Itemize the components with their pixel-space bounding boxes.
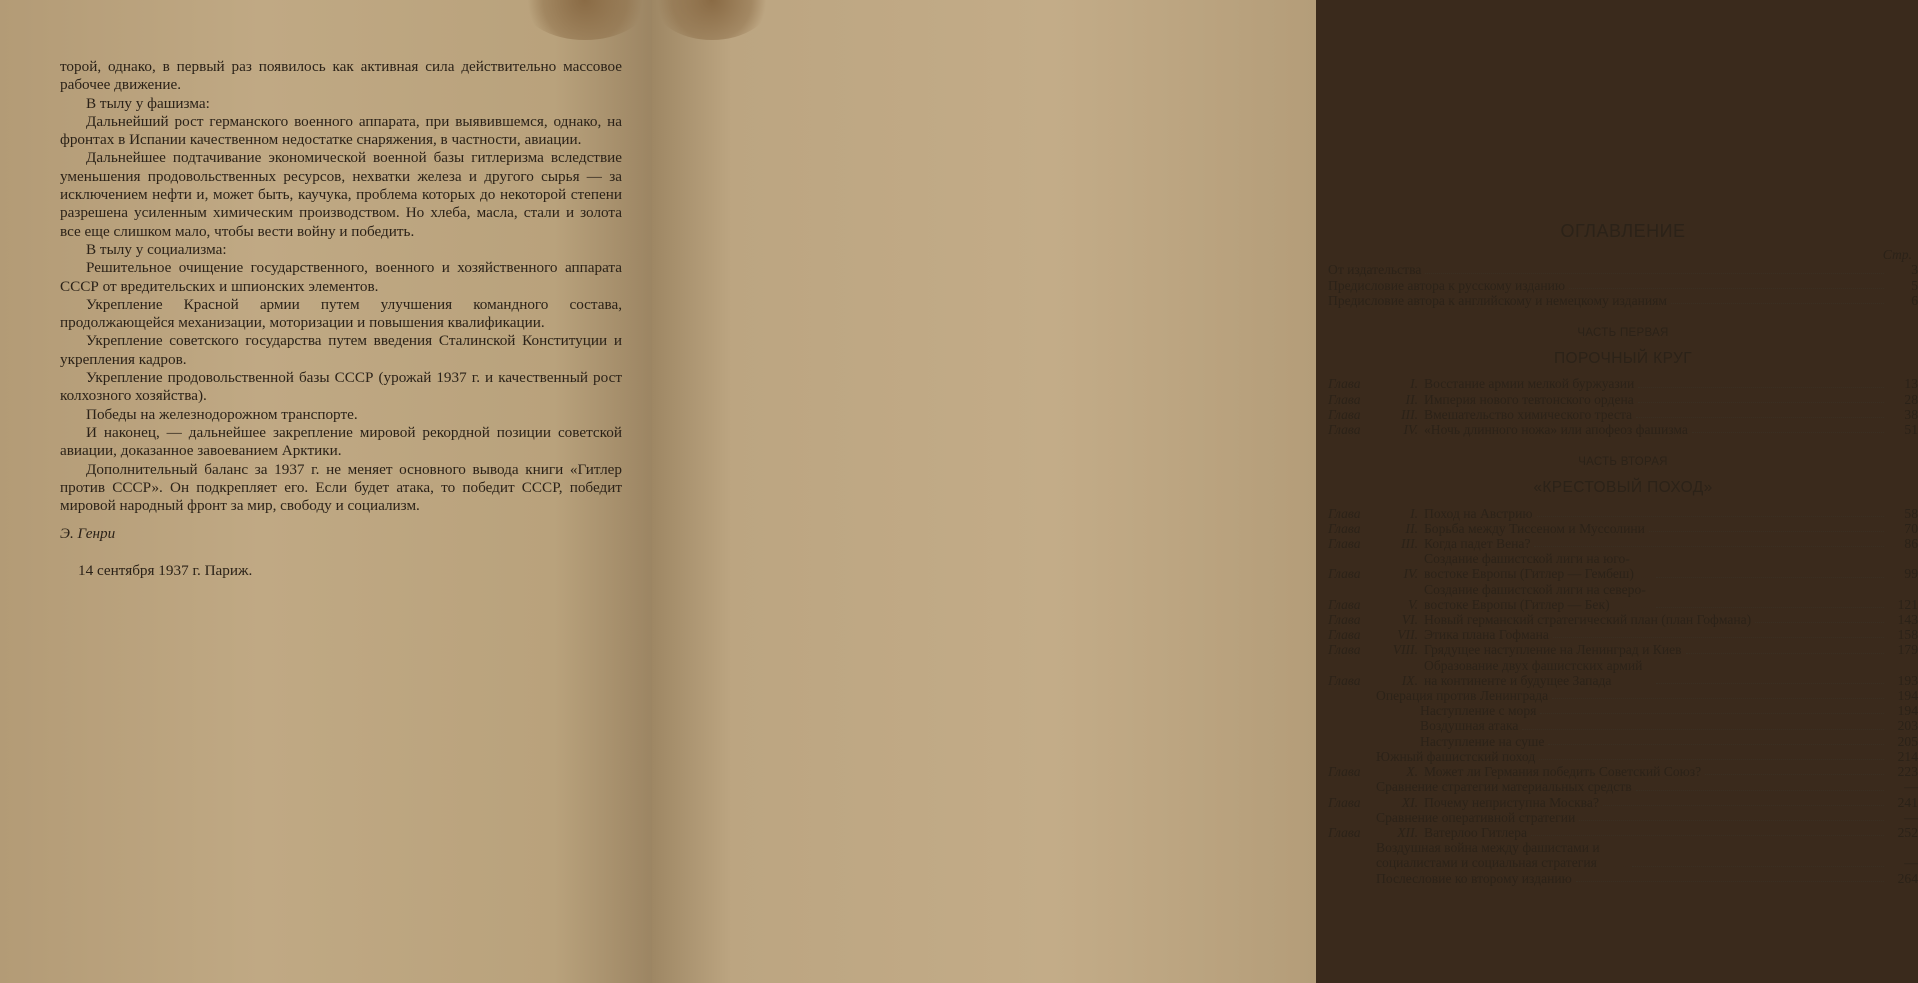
dot-leader	[1755, 622, 1884, 623]
body-paragraph: Укрепление Красной армии путем улучшения командного состава, продолжающейся механизации, моторизации и повышения квалификации.	[60, 295, 622, 332]
chapter-word: Глава	[1328, 672, 1361, 688]
stain-mark	[652, 0, 772, 40]
page-number: 223	[1897, 764, 1918, 780]
body-paragraph: Дополнительный баланс за 1937 г. не меняет основного вывода книги «Гитлер против СССР». Он подкрепляет его. Если будет атака, то победит СССР, победит мировой народный фронт за мир, свободу и социализм.	[60, 460, 622, 515]
date-place-line: 14 сентября 1937 г. Париж.	[78, 561, 253, 579]
dot-leader	[1553, 637, 1884, 638]
chapter-word: Глава	[1328, 520, 1361, 536]
page-number: 193	[1897, 672, 1918, 688]
toc-chapter-entry	[1328, 521, 1918, 536]
page-number: 13	[1904, 376, 1918, 392]
dot-leader	[1540, 713, 1884, 714]
page-number: —	[1904, 809, 1918, 825]
entry-title: Поход на Австрию	[1424, 505, 1533, 521]
page-number: 3	[1911, 262, 1918, 278]
chapter-word: Глава	[1328, 764, 1361, 780]
toc-subentry	[1328, 703, 1918, 718]
entry-title: «Ночь длинного ножа» или апофеоз фашизма	[1424, 422, 1688, 438]
toc-chapter-entry	[1328, 536, 1918, 551]
entry-title: Южный фашистский поход	[1376, 748, 1536, 764]
body-paragraph: Решительное очищение государственного, военного и хозяйственного аппарата СССР от вредительских и шпионских элементов.	[60, 259, 622, 295]
page-number: 6	[1911, 292, 1918, 308]
entry-title: Образование двух фашистских армий на континенте и будущее Запада	[1424, 657, 1643, 688]
chapter-word: Глава	[1328, 391, 1361, 407]
chapter-word: Глава	[1328, 376, 1361, 392]
entry-title: Империя нового тевтонского ордена	[1424, 391, 1634, 407]
body-paragraph: Укрепление советского государства путем введения Сталинской Конституции и укрепления кадров.	[60, 332, 622, 368]
page-number: 205	[1897, 733, 1918, 749]
body-paragraph: Дальнейший рост германского военного аппарата, при выявившемся, однако, на фронтах в Испании качественном недостатке снаряжения, в частности, авиации.	[60, 112, 622, 149]
entry-title: Создание фашистской лиги на северо-востоке Европы (Гитлер — Бек)	[1424, 581, 1646, 612]
page-number: 86	[1904, 536, 1918, 552]
body-paragraph: И наконец, — дальнейшее закрепление мировой рекордной позиции советской авиации, доказанное завоеванием Арктики.	[60, 423, 622, 460]
chapter-number: X.	[1406, 764, 1418, 780]
entry-title: Воздушная война между фашистами и социалистами и социальная стратегия	[1376, 840, 1600, 871]
entry-title: От издательства	[1328, 262, 1422, 278]
chapter-number: I.	[1410, 376, 1418, 392]
toc-chapter-entry	[1328, 825, 1918, 840]
body-paragraph: В тылу у социализма:	[86, 240, 227, 258]
page-number: 203	[1897, 718, 1918, 734]
dot-leader	[1705, 774, 1884, 775]
chapter-number: VII.	[1397, 627, 1418, 643]
page-number: 194	[1897, 703, 1918, 719]
chapter-word: Глава	[1328, 794, 1361, 810]
page-number: 70	[1904, 520, 1918, 536]
toc-chapter-entry	[1328, 642, 1918, 657]
body-paragraph: Укрепление продовольственной базы СССР (урожай 1937 г. и качественный рост колхозного хозяйства).	[60, 369, 622, 405]
page-number: 179	[1897, 642, 1918, 658]
chapter-number: II.	[1405, 520, 1418, 536]
entry-title: Почему неприступна Москва?	[1424, 794, 1599, 810]
part-label: ЧАСТЬ ПЕРВАЯ	[1577, 327, 1669, 340]
dot-leader	[1632, 866, 1884, 867]
dot-leader	[1552, 698, 1884, 699]
chapter-word: Глава	[1328, 406, 1361, 422]
entry-title: Когда падет Вена?	[1424, 536, 1531, 552]
page-number: 241	[1897, 794, 1918, 810]
toc-subentry	[1328, 749, 1918, 764]
dot-leader	[1636, 790, 1884, 791]
entry-title: Создание фашистской лиги на юго-востоке Европы (Гитлер — Гембеш)	[1424, 551, 1634, 582]
dot-leader	[1539, 759, 1884, 760]
chapter-number: IV.	[1403, 566, 1418, 582]
dot-leader	[1649, 531, 1884, 532]
chapter-number: IX.	[1401, 672, 1418, 688]
entry-title: Восстание армии мелкой буржуазии	[1424, 376, 1635, 392]
chapter-number: XII.	[1397, 824, 1418, 840]
toc-subentry	[1328, 871, 1918, 886]
toc-chapter-entry	[1328, 795, 1918, 810]
toc-subentry	[1328, 840, 1918, 870]
toc-front-entry	[1328, 293, 1918, 308]
entry-title: Грядущее наступление на Ленинград и Киев	[1424, 642, 1682, 658]
page-number: 252	[1897, 824, 1918, 840]
part-label: ЧАСТЬ ВТОРАЯ	[1578, 456, 1668, 469]
toc-parts	[1328, 326, 1918, 886]
toc-front-entry	[1328, 278, 1918, 293]
dot-leader	[1531, 835, 1884, 836]
body-paragraph: В тылу у фашизма:	[86, 94, 210, 112]
page-number: —	[1904, 779, 1918, 795]
table-of-contents	[1328, 221, 1918, 886]
page-number: 214	[1897, 748, 1918, 764]
chapter-number: III.	[1401, 406, 1418, 422]
dot-leader	[1576, 881, 1884, 882]
toc-subentry	[1328, 688, 1918, 703]
body-paragraph: торой, однако, в первый раз появилось как активная сила действительно массовое рабочее движение.	[60, 58, 622, 94]
toc-chapter-entry	[1328, 612, 1918, 627]
page-number: 99	[1904, 566, 1918, 582]
page-number: 51	[1904, 422, 1918, 438]
entry-title: Предисловие автора к русскому изданию	[1328, 277, 1566, 293]
dot-leader	[1579, 820, 1884, 821]
page-number: 158	[1897, 627, 1918, 643]
chapter-word: Глава	[1328, 566, 1361, 582]
chapter-word: Глава	[1328, 596, 1361, 612]
dot-leader	[1522, 729, 1884, 730]
page-number: 58	[1904, 505, 1918, 521]
dot-leader	[1656, 683, 1884, 684]
entry-title: Вмешательство химического треста	[1424, 406, 1633, 422]
toc-subentry	[1328, 734, 1918, 749]
author-signature: Э. Генри	[60, 525, 116, 543]
toc-chapter-entry	[1328, 551, 1918, 581]
dot-leader	[1548, 744, 1884, 745]
dot-leader	[1638, 387, 1884, 388]
chapter-number: III.	[1401, 536, 1418, 552]
toc-chapter-entry	[1328, 392, 1918, 407]
left-page-text	[60, 58, 622, 580]
dot-leader	[1638, 402, 1884, 403]
chapter-number: XI.	[1401, 794, 1418, 810]
right-page	[652, 0, 1918, 983]
dot-leader	[1692, 432, 1884, 433]
toc-chapter-entry	[1328, 376, 1918, 391]
page-number: 264	[1897, 870, 1918, 886]
entry-title: Сравнение оперативной стратегии	[1376, 809, 1576, 825]
entry-title: Наступление с моря	[1420, 703, 1537, 719]
entry-title: Сравнение стратегии материальных средств	[1376, 779, 1632, 795]
chapter-word: Глава	[1328, 422, 1361, 438]
toc-chapter-entry	[1328, 582, 1918, 612]
toc-subentry	[1328, 779, 1918, 794]
chapter-number: VIII.	[1392, 642, 1418, 658]
dot-leader	[1656, 577, 1884, 578]
entry-title: Операция против Ленинграда	[1376, 688, 1549, 704]
page-number: 5	[1911, 277, 1918, 293]
entry-title: Воздушная атака	[1420, 718, 1519, 734]
chapter-number: V.	[1408, 596, 1418, 612]
stain-mark	[520, 0, 650, 40]
entry-title: Послесловие ко второму изданию	[1376, 870, 1572, 886]
dot-leader	[1537, 516, 1884, 517]
page-number: —	[1904, 855, 1918, 871]
page-number: 121	[1897, 596, 1918, 612]
toc-chapter-entry	[1328, 658, 1918, 688]
dot-leader	[1534, 546, 1884, 547]
dot-leader	[1686, 653, 1884, 654]
body-paragraph: Дальнейшее подтачивание экономической военной базы гитлеризма вследствие уменьшения продовольственных ресурсов, нехватки железа и другого сырья — за исключением нефти и, может быть, каучука, проблема которых до некоторой степени разрешена усиленным химическим производством. Но хлеба, масла, стали и золота все еще слишком мало, чтобы вести войну и победить.	[60, 149, 622, 240]
entry-title: Борьба между Тиссеном и Муссолини	[1424, 520, 1645, 536]
toc-chapter-entry	[1328, 627, 1918, 642]
entry-title: Этика плана Гофмана	[1424, 627, 1549, 643]
entry-title: Может ли Германия победить Советский Союз?	[1424, 764, 1702, 780]
part-title: ПОРОЧНЫЙ КРУГ	[1553, 350, 1693, 368]
entry-title: Ватерлоо Гитлера	[1424, 824, 1527, 840]
page-number: 143	[1897, 612, 1918, 628]
chapter-number: VI.	[1401, 612, 1418, 628]
chapter-number: I.	[1410, 505, 1418, 521]
dot-leader	[1569, 288, 1884, 289]
entry-title: Наступление на суше	[1420, 733, 1545, 749]
chapter-word: Глава	[1328, 627, 1361, 643]
chapter-word: Глава	[1328, 505, 1361, 521]
toc-front-entry	[1328, 262, 1918, 277]
chapter-word: Глава	[1328, 612, 1361, 628]
chapter-number: IV.	[1403, 422, 1418, 438]
entry-title: Предисловие автора к английскому и немецкому изданиям	[1328, 292, 1668, 308]
chapter-word: Глава	[1328, 824, 1361, 840]
front-matter-list	[1328, 262, 1918, 308]
toc-subentry	[1328, 718, 1918, 733]
page-number: 38	[1904, 406, 1918, 422]
toc-chapter-entry	[1328, 764, 1918, 779]
chapter-word: Глава	[1328, 642, 1361, 658]
page-number: 194	[1897, 688, 1918, 704]
dot-leader	[1636, 417, 1884, 418]
toc-subentry	[1328, 810, 1918, 825]
dot-leader	[1656, 607, 1884, 608]
toc-chapter-entry	[1328, 407, 1918, 422]
chapter-word: Глава	[1328, 536, 1361, 552]
entry-title: Новый германский стратегический план (план Гофмана)	[1424, 612, 1752, 628]
left-page	[0, 0, 652, 983]
dot-leader	[1671, 303, 1884, 304]
chapter-number: II.	[1405, 391, 1418, 407]
page-number: 28	[1904, 391, 1918, 407]
page-column-label: Стр.	[1882, 247, 1912, 263]
dot-leader	[1603, 805, 1884, 806]
toc-chapter-entry	[1328, 506, 1918, 521]
dot-leader	[1425, 273, 1884, 274]
toc-title: ОГЛАВЛЕНИЕ	[1560, 221, 1686, 241]
body-paragraph: Победы на железнодорожном транспорте.	[86, 405, 358, 423]
part-title: «КРЕСТОВЫЙ ПОХОД»	[1533, 479, 1713, 497]
toc-chapter-entry	[1328, 422, 1918, 437]
